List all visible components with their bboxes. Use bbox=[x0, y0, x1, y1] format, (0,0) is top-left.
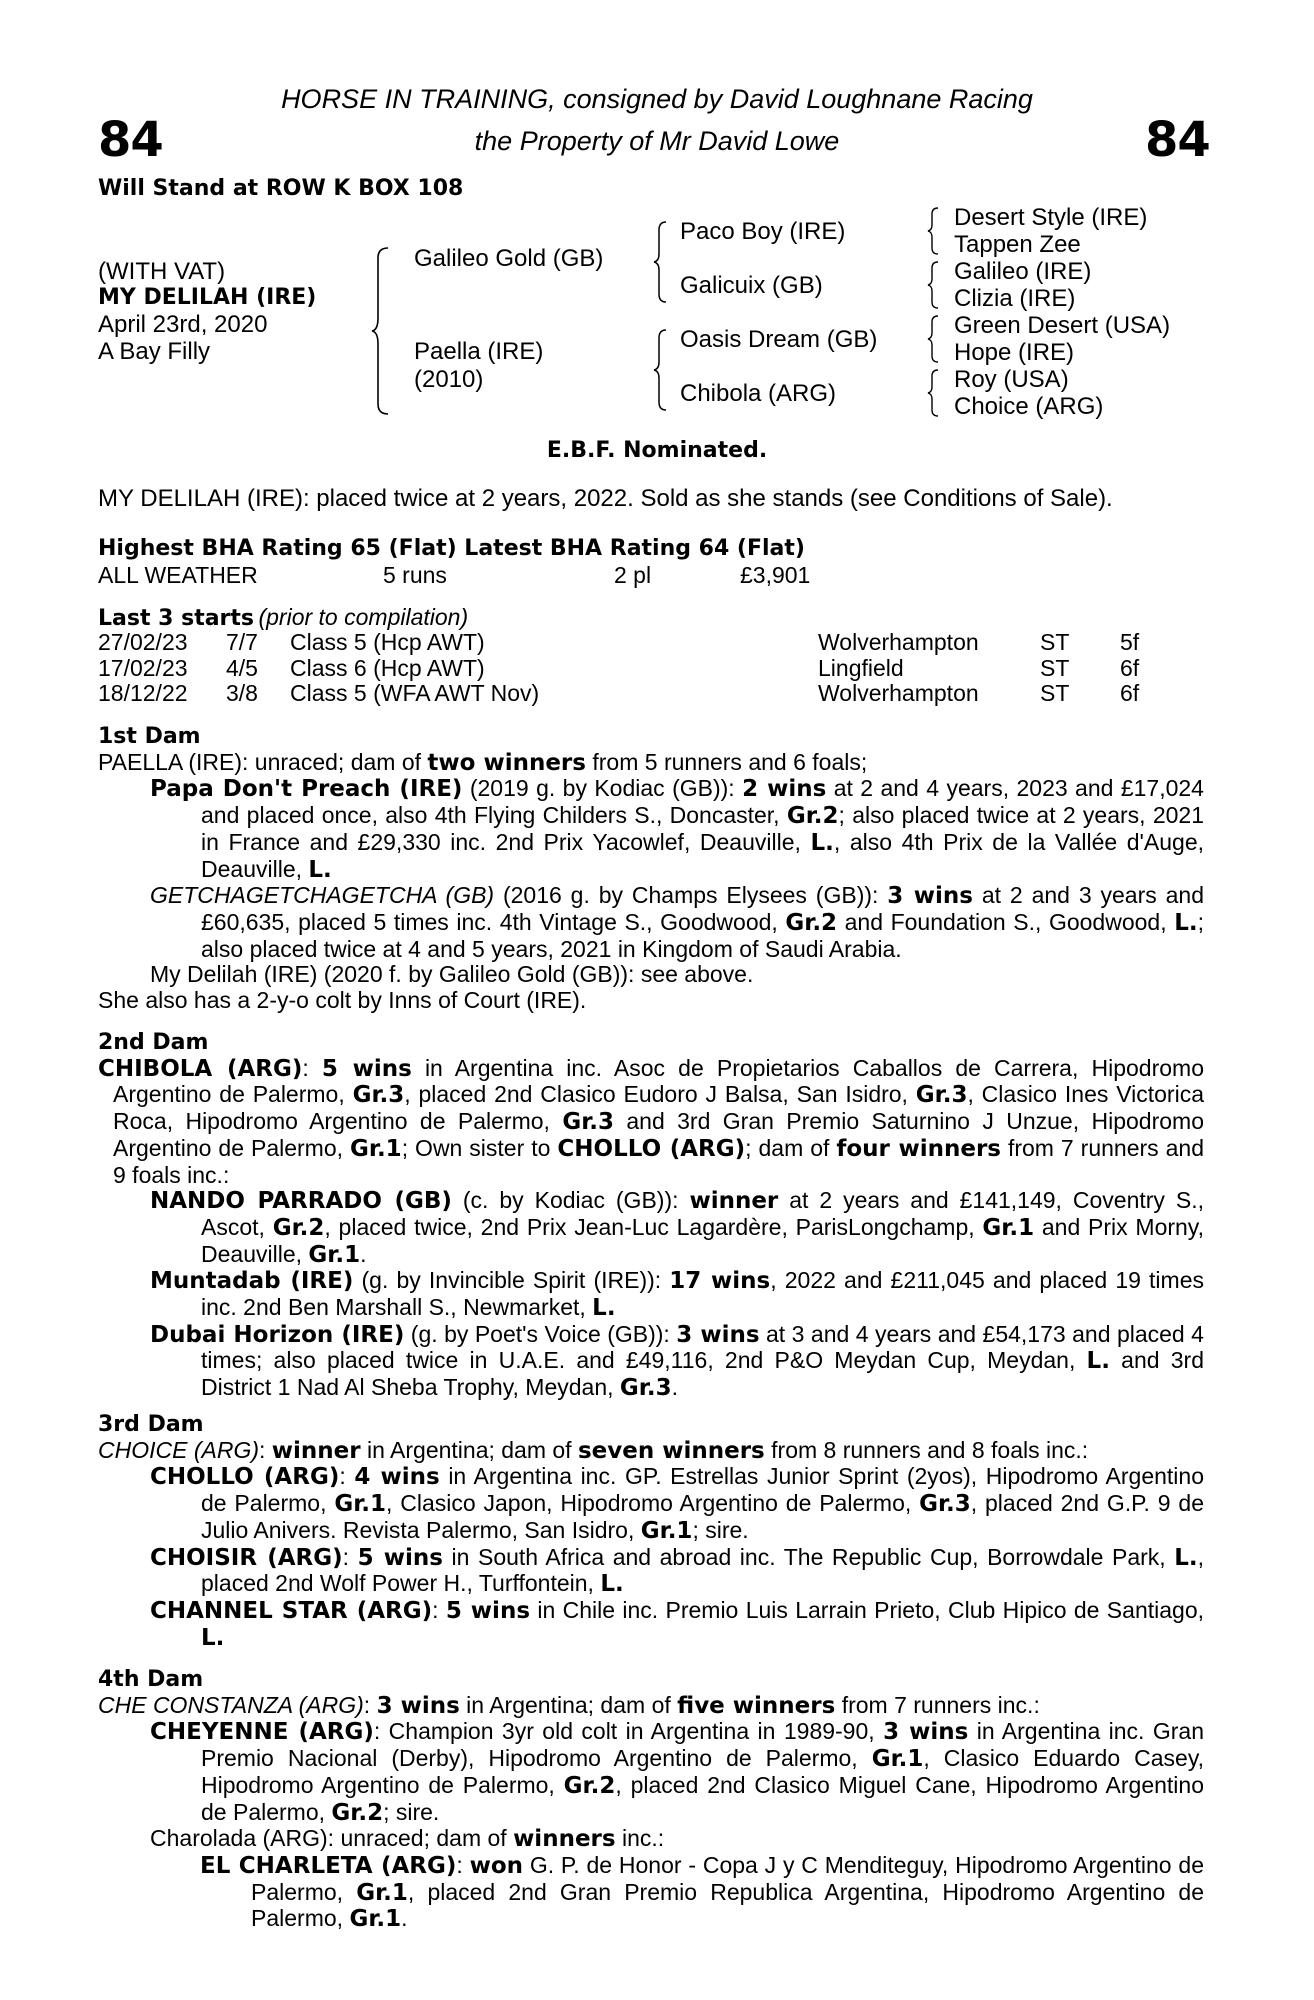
start-date: 18/12/22 bbox=[98, 680, 188, 706]
start-race: Class 5 (Hcp AWT) bbox=[290, 629, 485, 655]
start-going: ST bbox=[1040, 680, 1070, 706]
start-position: 7/7 bbox=[226, 629, 258, 655]
produce-nando-parrado: NANDO PARRADO (GB) (c. by Kodiac (GB)): winner at 2 years and £141,149, Coventry S., Ascot, Gr.2, placed twice, 2nd Prix Jean-Luc Lagardère, ParisLongchamp, Gr.1 and Prix Morny, Deauville, Gr.1. bbox=[150, 1187, 1204, 1268]
start-date: 27/02/23 bbox=[98, 629, 188, 655]
start-race: Class 5 (WFA AWT Nov) bbox=[290, 680, 540, 706]
produce-cheyenne: CHEYENNE (ARG): Champion 3yr old colt in Argentina in 1989-90, 3 wins in Argentina inc. Gran Premio Nacional (Derby), Hipodromo Argentino de Palermo, Gr.1, Clasico Eduardo Casey, Hipodromo Argentino de Palermo, Gr.2, placed 2nd Clasico Miguel Cane, Hipodromo Argentino de Palermo, Gr.2; sire. bbox=[150, 1718, 1204, 1826]
start-date: 17/02/23 bbox=[98, 654, 188, 681]
fourth-dam-text: CHE CONSTANZA (ARG): 3 wins in Argentina; dam of five winners from 7 runners inc.: bbox=[98, 1691, 1040, 1719]
first-dam-section bbox=[98, 724, 1204, 1014]
pedigree-bracket-main bbox=[370, 246, 390, 416]
rating-surface: ALL WEATHER bbox=[98, 562, 258, 588]
pedigree-gen2-2: Galicuix (GB) bbox=[680, 272, 823, 299]
start-row bbox=[98, 681, 1139, 707]
header-consignor: HORSE IN TRAINING, consigned by David Loughnane Racing bbox=[281, 84, 1033, 114]
pedigree-gen2-3: Oasis Dream (GB) bbox=[680, 326, 878, 353]
produce-chollo: CHOLLO (ARG): 4 wins in Argentina inc. GP. Estrellas Junior Sprint (2yos), Hipodromo Argentino de Palermo, Gr.1, Clasico Japon, Hipodromo Argentino de Palermo, Gr.3, placed 2nd G.P. 9 de Julio Anivers. Revista Palermo, San Isidro, Gr.1; sire. bbox=[150, 1463, 1204, 1544]
start-course: Wolverhampton bbox=[818, 629, 979, 655]
pedigree-gen2-4: Chibola (ARG) bbox=[680, 380, 837, 407]
pedigree-brackets-gen3 bbox=[926, 206, 940, 426]
first-dam-colt: She also has a 2-y-o colt by Inns of Court (IRE). bbox=[98, 987, 587, 1014]
second-dam-heading: 2nd Dam bbox=[98, 1030, 209, 1055]
start-distance: 6f bbox=[1120, 680, 1140, 706]
first-dam-text: PAELLA (IRE): unraced; dam of two winners from 5 runners and 6 foals; bbox=[98, 748, 868, 776]
fourth-dam-heading: 4th Dam bbox=[98, 1667, 204, 1692]
header-property: the Property of Mr David Lowe bbox=[474, 126, 840, 156]
horse-description: A Bay Filly bbox=[98, 338, 211, 365]
produce-el-charleta: EL CHARLETA (ARG): won G. P. de Honor - Copa J y C Menditeguy, Hipodromo Argentino de Palermo, Gr.1, placed 2nd Gran Premio Republica Argentina, Hipodromo Argentino de Palermo, Gr.1. bbox=[200, 1851, 1204, 1933]
produce-getchagetcha: GETCHAGETCHAGETCHA (GB) (2016 g. by Champs Elysees (GB)): 3 wins at 2 and 3 years and £60,635, placed 5 times inc. 4th Vintage S., Goodwood, Gr.2 and Foundation S., Goodwood, L.; also placed twice at 4 and 5 years, 2021 in Kingdom of Saudi Arabia. bbox=[150, 882, 1204, 962]
stand-location: Will Stand at ROW K BOX 108 bbox=[98, 176, 464, 201]
pedigree-bracket-dam bbox=[652, 328, 668, 412]
start-distance: 6f bbox=[1120, 654, 1140, 681]
pedigree-gen3-8: Choice (ARG) bbox=[954, 393, 1104, 420]
pedigree-gen3-2: Tappen Zee bbox=[954, 231, 1081, 258]
pedigree-gen3-1: Desert Style (IRE) bbox=[954, 204, 1148, 231]
third-dam-section bbox=[98, 1412, 1204, 1651]
start-race: Class 6 (Hcp AWT) bbox=[290, 654, 485, 681]
start-going: ST bbox=[1040, 654, 1070, 681]
produce-channel-star: CHANNEL STAR (ARG): 5 wins in Chile inc. Premio Luis Larrain Prieto, Club Hipico de Santiago, L. bbox=[150, 1596, 1204, 1651]
pedigree-dam: Paella (IRE) bbox=[414, 338, 544, 365]
summary-line: MY DELILAH (IRE): placed twice at 2 years, 2022. Sold as she stands (see Conditions of Sale). bbox=[98, 485, 1113, 512]
pedigree-bracket-sire bbox=[652, 220, 668, 304]
fourth-dam-section bbox=[98, 1667, 1204, 1933]
last-starts-heading bbox=[98, 604, 468, 631]
ebf-nominated: E.B.F. Nominated. bbox=[546, 438, 768, 463]
vat-note: (WITH VAT) bbox=[98, 258, 226, 285]
rating-earnings: £3,901 bbox=[740, 562, 811, 588]
produce-papa-dont-preach: Papa Don't Preach (IRE) (2019 g. by Kodiac (GB)): 2 wins at 2 and 4 years, 2023 and £17,024 and placed once, also 4th Flying Childers S., Doncaster, Gr.2; also placed twice at 2 years, 2021 in France and £29,330 inc. 2nd Prix Yacowlef, Deauville, L., also 4th Prix de la Vallée d'Auge, Deauville, L. bbox=[150, 775, 1205, 883]
start-row bbox=[98, 630, 1139, 656]
last-starts-note: (prior to compilation) bbox=[258, 604, 469, 630]
start-row bbox=[98, 656, 1139, 682]
second-dam-section bbox=[98, 1030, 1204, 1402]
second-dam-text: CHIBOLA (ARG): 5 wins in Argentina inc. Asoc de Propietarios Caballos de Carrera, Hipodromo Argentino de Palermo, Gr.3, placed 2nd Clasico Eudoro J Balsa, San Isidro, Gr.3, Clasico Ines Victorica Roca, Hipodromo Argentino de Palermo, Gr.3 and 3rd Gran Premio Saturnino J Unzue, Hipodromo Argentino de Palermo, Gr.1; Own sister to CHOLLO (ARG); dam of four winners from 7 runners and 9 foals inc.: bbox=[98, 1054, 1205, 1188]
bha-rating: Highest BHA Rating 65 (Flat) Latest BHA Rating 64 (Flat) bbox=[98, 536, 805, 561]
pedigree-gen3-4: Clizia (IRE) bbox=[954, 285, 1076, 312]
third-dam-heading: 3rd Dam bbox=[98, 1412, 204, 1437]
produce-dubai-horizon: Dubai Horizon (IRE) (g. by Poet's Voice (GB)): 3 wins at 3 and 4 years and £54,173 and placed 4 times; also placed twice in U.A.E. and £49,116, 2nd P&O Meydan Cup, Meydan, L. and 3rd District 1 Nad Al Sheba Trophy, Meydan, Gr.3. bbox=[150, 1320, 1204, 1402]
pedigree-gen3-3: Galileo (IRE) bbox=[954, 258, 1092, 285]
rating-placed: 2 pl bbox=[614, 562, 652, 588]
rating-runs: 5 runs bbox=[383, 562, 447, 588]
horse-name: MY DELILAH (IRE) bbox=[98, 285, 317, 310]
produce-muntadab: Muntadab (IRE) (g. by Invincible Spirit (IRE)): 17 wins, 2022 and £211,045 and placed 19 times inc. 2nd Ben Marshall S., Newmarket, L. bbox=[150, 1267, 1204, 1322]
start-position: 3/8 bbox=[226, 680, 258, 706]
last-starts-table bbox=[98, 630, 1139, 707]
produce-choisir: CHOISIR (ARG): 5 wins in South Africa and abroad inc. The Republic Cup, Borrowdale Park, L., placed 2nd Wolf Power H., Turffontein, L. bbox=[150, 1543, 1205, 1598]
lot-number-left: 84 bbox=[98, 112, 163, 168]
start-course: Lingfield bbox=[818, 654, 904, 681]
first-dam-heading: 1st Dam bbox=[98, 724, 201, 749]
foaling-date: April 23rd, 2020 bbox=[98, 311, 268, 338]
start-position: 4/5 bbox=[226, 654, 258, 681]
pedigree-gen3-5: Green Desert (USA) bbox=[954, 312, 1171, 339]
pedigree-gen3-6: Hope (IRE) bbox=[954, 339, 1075, 366]
pedigree-gen3-7: Roy (USA) bbox=[954, 366, 1069, 393]
produce-my-delilah: My Delilah (IRE) (2020 f. by Galileo Gold (GB)): see above. bbox=[150, 961, 754, 988]
third-dam-text: CHOICE (ARG): winner in Argentina; dam of seven winners from 8 runners and 8 foals inc.: bbox=[98, 1436, 1089, 1464]
pedigree-sire: Galileo Gold (GB) bbox=[414, 245, 604, 272]
start-going: ST bbox=[1040, 629, 1070, 655]
pedigree-dam-year: (2010) bbox=[414, 366, 484, 393]
produce-charolada: Charolada (ARG): unraced; dam of winners inc.: bbox=[150, 1825, 665, 1853]
lot-number-right: 84 bbox=[1145, 112, 1210, 168]
start-distance: 5f bbox=[1120, 629, 1140, 655]
last-starts-title: Last 3 starts bbox=[98, 606, 255, 631]
start-course: Wolverhampton bbox=[818, 680, 979, 706]
pedigree-gen2-1: Paco Boy (IRE) bbox=[680, 218, 846, 245]
